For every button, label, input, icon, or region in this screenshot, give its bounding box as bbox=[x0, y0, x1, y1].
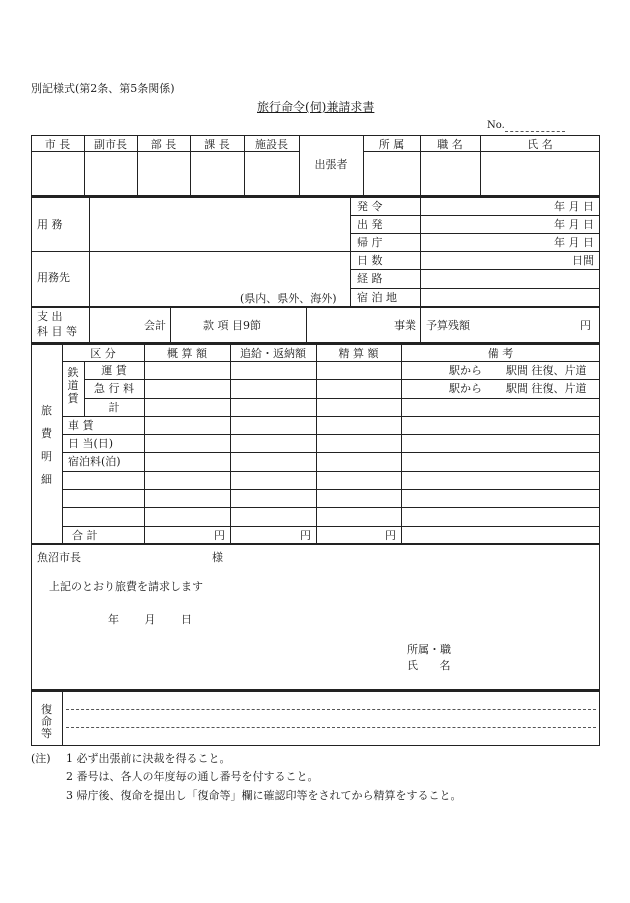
route-to-1: 駅間 往復、片道 bbox=[506, 364, 587, 377]
form-label: 別記様式(第2条、第5条関係) bbox=[31, 82, 175, 95]
item-label: 款 項 目9節 bbox=[203, 319, 261, 332]
total-estimate-unit: 円 bbox=[214, 529, 225, 542]
budget-label-2: 科 目 等 bbox=[37, 325, 77, 338]
header-job-title: 職 名 bbox=[437, 138, 463, 151]
days-label: 日 数 bbox=[357, 254, 383, 267]
request-date: 年 月 日 bbox=[108, 613, 192, 626]
header-affiliation: 所 属 bbox=[378, 138, 405, 151]
notes-prefix: (注) bbox=[31, 752, 51, 765]
report-line-1[interactable] bbox=[66, 709, 596, 710]
rail-fare-label: 運 賃 bbox=[101, 364, 127, 377]
number-label: No. bbox=[487, 120, 505, 131]
car-fare-label: 車 賃 bbox=[68, 419, 94, 432]
traveler-label: 出張者 bbox=[314, 158, 348, 171]
request-statement: 上記のとおり旅費を請求します bbox=[49, 580, 203, 593]
report-section bbox=[31, 691, 600, 746]
return-date-value: 年 月 日 bbox=[554, 236, 594, 249]
note-2: 2 番号は、各人の年度毎の通し番号を付すること。 bbox=[66, 770, 319, 783]
header-category: 区 分 bbox=[90, 347, 116, 360]
daily-allowance-label: 日 当(日) bbox=[68, 437, 114, 450]
account-label: 会計 bbox=[144, 319, 166, 332]
report-line-2[interactable] bbox=[66, 727, 596, 728]
number-field[interactable] bbox=[505, 131, 565, 132]
addressee: 魚沼市長 bbox=[37, 551, 81, 564]
departure-date-value: 年 月 日 bbox=[554, 218, 594, 231]
total-adjustment-unit: 円 bbox=[300, 529, 311, 542]
total-settlement-unit: 円 bbox=[385, 529, 396, 542]
requester-affiliation-label: 所属・職 bbox=[407, 643, 451, 656]
report-label-2: 命 bbox=[41, 715, 52, 728]
budget-label-1: 支 出 bbox=[37, 310, 63, 323]
approver-vice-mayor: 副市長 bbox=[94, 138, 127, 151]
approver-facility-head: 施設長 bbox=[255, 138, 288, 151]
expense-side-label-2: 費 bbox=[41, 427, 52, 440]
rail-label-1: 鉄 bbox=[67, 366, 79, 379]
expense-side-label-4: 細 bbox=[41, 473, 52, 486]
expense-side-label-1: 旅 bbox=[41, 404, 52, 417]
header-adjustment: 追給・返納額 bbox=[240, 347, 306, 360]
rail-label-3: 賃 bbox=[67, 392, 79, 405]
expense-side-label-3: 明 bbox=[41, 450, 52, 463]
route-label: 経 路 bbox=[357, 272, 383, 285]
header-settlement: 精 算 額 bbox=[338, 347, 379, 360]
route-from-1: 駅から bbox=[449, 364, 482, 377]
remaining-budget-label: 予算残額 bbox=[426, 319, 470, 332]
header-name: 氏 名 bbox=[527, 138, 553, 151]
header-estimate: 概 算 額 bbox=[167, 347, 207, 360]
destination-label: 用務先 bbox=[37, 271, 70, 284]
approver-director: 部 長 bbox=[150, 138, 177, 151]
budget-section bbox=[31, 307, 600, 344]
route-to-2: 駅間 往復、片道 bbox=[506, 382, 587, 395]
requester-name-label: 氏 名 bbox=[407, 659, 451, 672]
header-remarks: 備 考 bbox=[487, 347, 514, 360]
purpose-section bbox=[31, 197, 600, 307]
document-title: 旅行命令(伺)兼請求書 bbox=[257, 100, 375, 114]
order-date-label: 発 令 bbox=[357, 200, 383, 213]
lodging-label: 宿 泊 地 bbox=[357, 291, 397, 304]
report-label-3: 等 bbox=[41, 727, 52, 740]
return-date-label: 帰 庁 bbox=[357, 236, 383, 249]
order-date-value: 年 月 日 bbox=[554, 200, 594, 213]
route-from-2: 駅から bbox=[449, 382, 482, 395]
express-fee-label: 急 行 料 bbox=[94, 382, 134, 395]
note-1: 1 必ず出張前に決裁を得ること。 bbox=[66, 752, 231, 765]
destination-note: (県内、県外、海外) bbox=[240, 292, 337, 305]
total-label: 合 計 bbox=[72, 529, 98, 542]
honorific: 様 bbox=[212, 551, 223, 564]
project-label: 事業 bbox=[394, 319, 416, 332]
rail-subtotal-label: 計 bbox=[108, 401, 120, 414]
approver-mayor: 市 長 bbox=[44, 138, 71, 151]
lodging-fee-label: 宿泊料(泊) bbox=[68, 455, 121, 468]
days-unit: 日間 bbox=[572, 254, 594, 267]
departure-date-label: 出 発 bbox=[357, 218, 383, 231]
approver-section-chief: 課 長 bbox=[204, 138, 230, 151]
rail-label-2: 道 bbox=[67, 379, 79, 392]
purpose-label: 用 務 bbox=[37, 218, 63, 231]
remaining-budget-unit: 円 bbox=[580, 319, 591, 332]
report-label-1: 復 bbox=[41, 703, 52, 716]
note-3: 3 帰庁後、復命を提出し「復命等」欄に確認印等をされてから精算をすること。 bbox=[66, 789, 462, 802]
